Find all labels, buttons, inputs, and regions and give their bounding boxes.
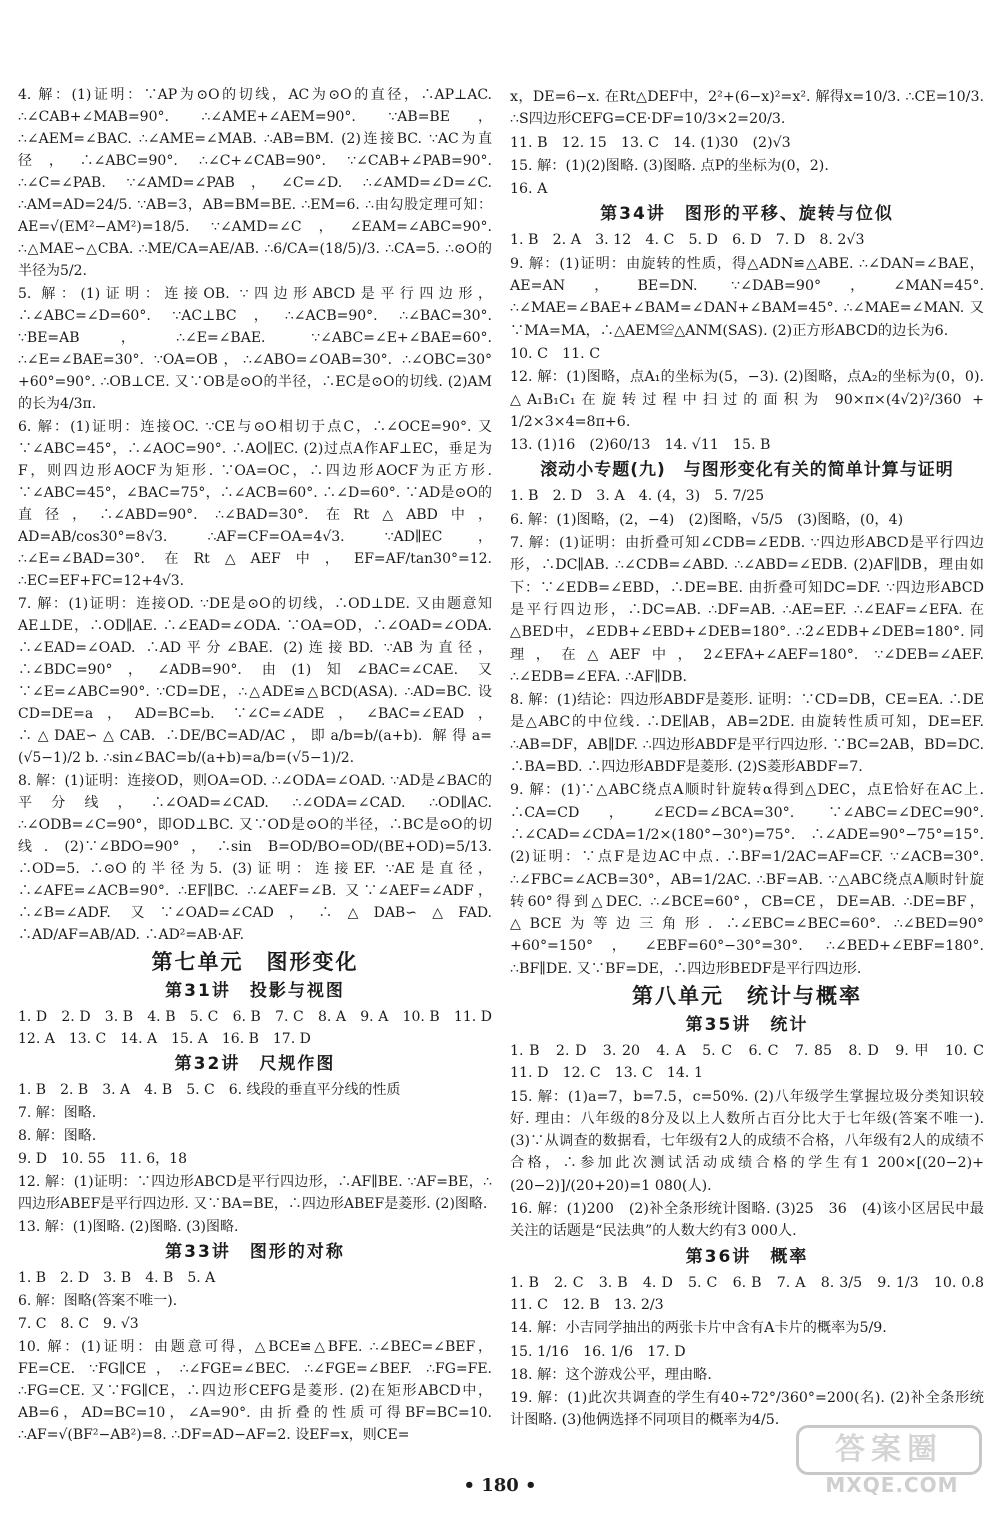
answer-paragraph: 8. 解：图略. <box>18 1128 97 1144</box>
answer-paragraph: 13. 解：(1)图略. (2)图略. (3)图略. <box>18 1219 239 1235</box>
lesson-heading: 第36讲 概率 <box>685 1246 809 1267</box>
answer-paragraph: 12. 解：(1)图略，点A₁的坐标为(5，−3). (2)图略，点A₂的坐标为(0，0). △A₁B₁C₁在旋转过程中扫过的面积为 90×π×(4√2)²/360 + 1/2×3×4=8π+6. <box>510 369 984 430</box>
lesson-heading: 第31讲 投影与视图 <box>165 981 345 1001</box>
watermark-logo-text: 答案圈 <box>796 1425 982 1475</box>
answer-paragraph: 1. B 2. B 3. A 4. B 5. C 6. 线段的垂直平分线的性质 <box>18 1082 401 1098</box>
answer-paragraph: 8. 解：(1)结论：四边形ABDF是菱形. 证明：∵CD=DB，CE=EA. ∴DE是△ABC的中位线. ∴DE∥AB，AB=2DE. 由旋转性质可知，DE=EF. ∴AB=DF，AB∥DF. ∴四边形ABDF是平行四边形. ∵BC=2AB，BD=DC. ∴BA=BD. ∴四边形ABDF是菱形. (2)S菱形ABDF=7. <box>510 692 984 776</box>
answer-paragraph: 1. B 2. A 3. 12 4. C 5. D 6. D 7. D 8. 2√3 <box>510 232 865 249</box>
right-column <box>510 86 999 1433</box>
answer-paragraph: 6. 解：图略(答案不唯一). <box>18 1293 178 1309</box>
unit-heading: 第八单元 统计与概率 <box>632 983 862 1008</box>
answer-paragraph: 19. 解：(1)此次共调查的学生有40÷72°/360°=200(名). (2)补全条形统计图略. (3)他俩选择不同项目的概率为4/5. <box>510 1390 984 1429</box>
left-column <box>18 84 506 1447</box>
answer-paragraph: 11. B 12. 15 13. C 14. (1)30 (2)√3 <box>510 134 791 151</box>
answer-paragraph: 1. B 2. D 3. A 4. (4，3) 5. 7/25 <box>510 488 765 505</box>
lesson-heading: 第34讲 图形的平移、旋转与位似 <box>600 204 894 225</box>
answer-paragraph: 1. B 2. D 3. B 4. B 5. A <box>18 1270 216 1286</box>
answer-paragraph: 1. B 2. C 3. B 4. D 5. C 6. B 7. A 8. 3/5 9. 1/3 10. 0.8 11. C 12. B 13. 2/3 <box>510 1274 999 1313</box>
watermark-url: MXQE.COM <box>825 1473 959 1497</box>
answer-paragraph: 9. 解：(1)∵△ABC绕点A顺时针旋转α得到△DEC，点E恰好在AC上. ∴CA=CD，∠ECD=∠BCA=30°. ∵∠ABC=∠DEC=90°. ∴∠CAD=∠CDA=1/2×(180°−30°)=75°. ∴∠ADE=90°−75°=15°. (2)证明：∵点F是边AC中点. ∴BF=1/2AC=AF=CF. ∵∠ACB=30°. ∴∠FBC=∠ACB=30°，AB=1/2AC. ∴BF=AB. ∵△ABC绕点A顺时针旋转60°得到△DEC. ∴∠BCE=60°，CB=CE，DE=AB. ∴DE=BF，△BCE为等边三角形. ∴∠EBC=∠BEC=60°. ∴∠BED=90°+60°=150°，∠EBF=60°−30°=30°. ∴∠BED+∠EBF=180°. ∴BF∥DE. 又∵BF=DE，∴四边形BEDF是平行四边形. <box>510 782 984 977</box>
answer-paragraph: 15. 1/16 16. 1/6 17. D <box>510 1343 686 1360</box>
answer-paragraph: 6. 解：(1)证明：连接OC. ∵CE与⊙O相切于点C，∴∠OCE=90°. 又∵∠ABC=45°，∴∠AOC=90°. ∴AO∥EC. (2)过点A作AF⊥EC，垂足为F，则四边形AOCF为矩形. ∵OA=OC，∴四边形AOCF为正方形. ∵∠ABC=45°，∠BAC=75°，∴∠ACB=60°. ∴∠D=60°. ∵AD是⊙O的直径，∴∠ABD=90°. ∴∠BAD=30°. 在Rt△ABD中，AD=AB/cos30°=8√3. ∴AF=CF=OA=4√3. ∵AD∥EC，∴∠E=∠BAD=30°. 在Rt△AEF中，EF=AF/tan30°=12. ∴EC=EF+FC=12+4√3. <box>18 419 492 589</box>
answer-paragraph: 7. 解：(1)证明：由折叠可知∠CDB=∠EDB. ∵四边形ABCD是平行四边形，∴DC∥AB. ∴∠CDB=∠ABD. ∴∠ABD=∠EDB. (2)AF∥DB，理由如下：∵∠EDB=∠EBD，∴DE=BE. 由折叠可知DC=DF. ∵四边形ABCD是平行四边形，∴DC=AB. ∴DF=AB. ∴AE=EF. ∴∠EAF=∠EFA. 在△BED中，∠EDB+∠EBD+∠DEB=180°. ∴2∠EDB+∠DEB=180°. 同理，在△AEF中，2∠EFA+∠AEF=180°. ∵∠DEB=∠AEF. ∴∠EDB=∠EFA. ∴AF∥DB. <box>510 535 984 685</box>
lesson-heading: 第35讲 统计 <box>685 1014 809 1035</box>
answer-paragraph: 1. D 2. D 3. B 4. B 5. C 6. B 7. C 8. A 9. A 10. B 11. D 12. A 13. C 14. A 15. A 16. B 17. D <box>18 1009 506 1047</box>
answer-paragraph: 4. 解：(1)证明：∵AP为⊙O的切线，AC为⊙O的直径，∴AP⊥AC. ∴∠CAB+∠MAB=90°. ∴∠AME+∠AEM=90°. ∵AB=BE，∴∠AEM=∠BAC. ∴∠AME=∠MAB. ∴AB=BM. (2)连接BC. ∵AC为直径，∴∠ABC=90°. ∴∠C+∠CAB=90°. ∵∠CAB+∠PAB=90°. ∴∠C=∠PAB. ∵∠AMD=∠PAB，∠C=∠D. ∴∠AMD=∠D=∠C. ∴AM=AD=24/5. ∵AB=3，AB=BM=BE. ∴EM=6. ∴由勾股定理可知：AE=√(EM²−AM²)=18/5. ∵∠AMD=∠C，∠EAM=∠ABC=90°. ∴△MAE∽△CBA. ∴ME/CA=AE/AB. ∴6/CA=(18/5)/3. ∴CA=5. ∴⊙O的半径为5/2. <box>18 87 492 279</box>
answer-paragraph: 15. 解：(1)(2)图略. (3)图略. 点P的坐标为(0，2). <box>510 157 829 174</box>
lesson-heading: 第32讲 尺规作图 <box>174 1054 336 1074</box>
answer-paragraph: x，DE=6−x. 在Rt△DEF中，2²+(6−x)²=x². 解得x=10/3. ∴CE=10/3. ∴S四边形CEFG=CE·DF=10/3×2=20/3. <box>510 89 984 128</box>
unit-heading: 第七单元 图形变化 <box>151 950 359 974</box>
answer-paragraph: 13. (1)16 (2)60/13 14. √11 15. B <box>510 437 771 454</box>
answer-paragraph: 6. 解：(1)图略，(2，−4) (2)图略，√5/5 (3)图略，(0，4) <box>510 511 904 528</box>
answer-paragraph: 10. C 11. C <box>510 345 601 362</box>
page-number: • 180 • <box>463 1475 537 1496</box>
answer-paragraph: 8. 解：(1)证明：连接OD，则OA=OD. ∴∠ODA=∠OAD. ∵AD是∠BAC的平分线，∴∠OAD=∠CAD. ∴∠ODA=∠CAD. ∴OD∥AC. ∴∠ODB=∠C=90°，即OD⊥BC. 又∵OD是⊙O的半径，∴BC是⊙O的切线. (2)∵∠BDO=90°，∴sin B=OD/BO=OD/(BE+OD)=5/13. ∴OD=5. ∴⊙O的半径为5. (3)证明：连接EF. ∵AE是直径，∴∠AFE=∠ACB=90°. ∴EF∥BC. ∴∠AEF=∠B. 又∵∠AEF=∠ADF，∴∠B=∠ADF. 又∵∠OAD=∠CAD，∴△DAB∽△FAD. ∴AD/AF=AB/AD. ∴AD²=AB·AF. <box>18 773 492 943</box>
answer-paragraph: 5. 解：(1)证明：连接OB. ∵四边形ABCD是平行四边形，∴∠ABC=∠D=60°. ∵AC⊥BC，∴∠ACB=90°. ∴∠BAC=30°. ∵BE=AB，∴∠E=∠BAE. ∵∠ABC=∠E+∠BAE=60°. ∴∠E=∠BAE=30°. ∵OA=OB，∴∠ABO=∠OAB=30°. ∴∠OBC=30°+60°=90°. ∴OB⊥CE. 又∵OB是⊙O的半径，∴EC是⊙O的切线. (2)AM的长为4/3π. <box>18 286 492 412</box>
topic-heading: 滚动小专题(九) 与图形变化有关的简单计算与证明 <box>540 460 954 481</box>
watermark-logo <box>794 1425 990 1497</box>
answer-paragraph: 7. 解：图略. <box>18 1105 97 1121</box>
answer-paragraph: 9. D 10. 55 11. 6，18 <box>18 1151 187 1167</box>
answer-paragraph: 18. 解：这个游戏公平，理由略. <box>510 1366 712 1383</box>
lesson-heading: 第33讲 图形的对称 <box>165 1242 345 1262</box>
answer-paragraph: 9. 解：(1)证明：由旋转的性质，得△ADN≌△ABE. ∴∠DAN=∠BAE，AE=AN，BE=DN. ∵∠DAB=90°，∠MAN=45°. ∴∠MAE=∠BAE+∠BAM=∠DAN+∠BAM=45°. ∴∠MAE=∠MAN. 又∵MA=MA，∴△AEM≌△ANM(SAS). (2)正方形ABCD的边长为6. <box>510 255 984 339</box>
answer-paragraph: 14. 解：小吉同学抽出的两张卡片中含有A卡片的概率为5/9. <box>510 1320 887 1337</box>
answer-paragraph: 16. A <box>510 181 548 198</box>
answer-paragraph: 15. 解：(1)a=7，b=7.5，c=50%. (2)八年级学生掌握垃圾分类知识较好. 理由：八年级的8分及以上人数所占百分比大于七年级(答案不唯一). (3)∵从调查的数据看，七年级有2人的成绩不合格，八年级有2人的成绩不合格，∴参加此次测试活动成绩合格的学生有1 200×[(20−2)+(20−2)]/(20+20)=1 080(人). <box>510 1088 984 1194</box>
answer-paragraph: 7. C 8. C 9. √3 <box>18 1316 139 1332</box>
answer-paragraph: 16. 解：(1)200 (2)补全条形统计图略. (3)25 36 (4)该小区居民中最关注的话题是“民法典”的人数大约有3 000人. <box>510 1201 984 1240</box>
answer-paragraph: 7. 解：(1)证明：连接OD. ∵DE是⊙O的切线，∴OD⊥DE. 又由题意知AE⊥DE，∴OD∥AE. ∴∠EAD=∠ODA. ∵OA=OD，∴∠OAD=∠ODA. ∴∠EAD=∠OAD. ∴AD平分∠BAE. (2)连接BD. ∵AB为直径，∴∠BDC=90°，∠ADB=90°. 由(1)知∠BAC=∠CAE. 又∵∠E=∠ABC=90°. ∵CD=DE，∴△ADE≌△BCD(ASA). ∴AD=BC. 设CD=DE=a，AD=BC=b. ∵∠C=∠ADE，∠BAC=∠EAD，∴△DAE∽△CAB. ∴DE/BC=AD/AC，即a/b=b/(a+b). 解得a=(√5−1)/2 b. ∴sin∠BAC=b/(a+b)=a/b=(√5−1)/2. <box>18 596 492 766</box>
answer-paragraph: 12. 解：(1)证明：∵四边形ABCD是平行四边形，∴AF∥BE. ∵AF=BE，∴四边形ABEF是平行四边形. 又∵BA=BE，∴四边形ABEF是菱形. (2)图略. <box>18 1174 492 1212</box>
answer-paragraph: 10. 解：(1)证明：由题意可得，△BCE≌△BFE. ∴∠BEC=∠BEF，FE=CE. ∵FG∥CE，∴∠FGE=∠BEC. ∴∠FGE=∠BEF. ∴FG=FE. ∴FG=CE. 又∵FG∥CE，∴四边形CEFG是菱形. (2)在矩形ABCD中，AB=6，AD=BC=10，∠A=90°. 由折叠的性质可得BF=BC=10. ∴AF=√(BF²−AB²)=8. ∴DF=AD−AF=2. 设EF=x，则CE= <box>18 1339 492 1443</box>
answer-paragraph: 1. B 2. D 3. 20 4. A 5. C 6. C 7. 85 8. D 9. 甲 10. C 11. D 12. C 13. C 14. 1 <box>510 1042 999 1082</box>
